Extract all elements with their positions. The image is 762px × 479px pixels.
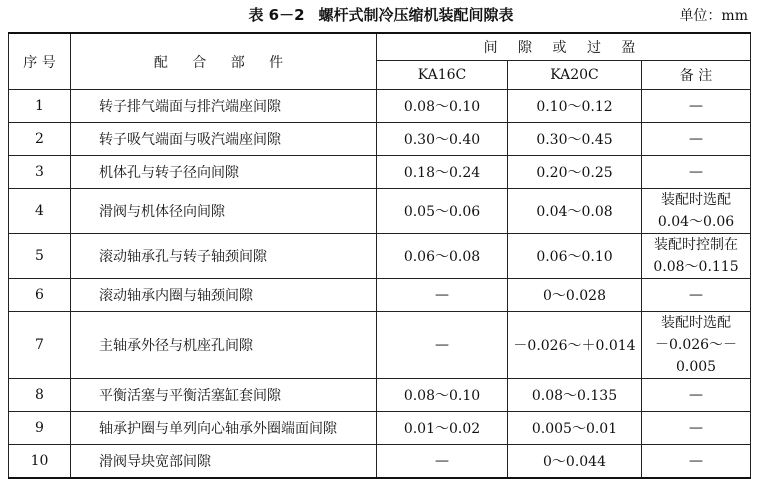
row-ka16c: — [377, 312, 508, 379]
row-number: 6 [9, 279, 71, 312]
row-remark [642, 279, 751, 312]
row-part: 转子吸气端面与吸汽端座间隙 [71, 123, 377, 156]
header-ka16c: KA16C [377, 61, 508, 90]
clearance-table [8, 32, 751, 479]
header-remark: 备 注 [642, 61, 751, 90]
table-row [9, 156, 751, 189]
table-row [9, 279, 751, 312]
remark-line: 装配时控制在 [654, 237, 739, 253]
remark-line: 装配时选配 [661, 192, 732, 208]
table-title [0, 4, 762, 25]
remark-line: — [689, 164, 704, 180]
row-part: 机体孔与转子径向间隙 [71, 156, 377, 189]
row-remark [642, 312, 751, 379]
row-part: 主轴承外径与机座孔间隙 [71, 312, 377, 379]
row-remark [642, 412, 751, 445]
row-ka20c: －0.026～＋0.014 [508, 312, 642, 379]
table-row [9, 412, 751, 445]
table-caption: 螺杆式制冷压缩机装配间隙表 [318, 6, 514, 24]
row-ka16c: 0.08～0.10 [377, 90, 508, 123]
table-row [9, 312, 751, 379]
table-row [9, 90, 751, 123]
row-ka16c: 0.01～0.02 [377, 412, 508, 445]
row-part: 平衡活塞与平衡活塞缸套间隙 [71, 379, 377, 412]
header-seq: 序 号 [9, 33, 71, 90]
row-ka20c: 0.005～0.01 [508, 412, 642, 445]
row-number: 10 [9, 445, 71, 479]
row-number: 4 [9, 189, 71, 234]
row-number: 8 [9, 379, 71, 412]
table-row [9, 189, 751, 234]
remark-line: －0.026～－0.005 [654, 337, 738, 375]
remark-line: — [689, 387, 704, 403]
row-remark [642, 379, 751, 412]
table-row [9, 123, 751, 156]
row-ka20c: 0.08～0.135 [508, 379, 642, 412]
remark-line: — [689, 453, 704, 469]
row-part: 转子排气端面与排汽端座间隙 [71, 90, 377, 123]
row-ka16c: 0.05～0.06 [377, 189, 508, 234]
row-ka20c: 0.30～0.45 [508, 123, 642, 156]
row-remark [642, 156, 751, 189]
remark-line: 装配时选配 [661, 315, 732, 331]
remark-line: — [689, 98, 704, 114]
row-remark [642, 90, 751, 123]
row-ka16c: — [377, 445, 508, 479]
table-body [9, 90, 751, 479]
table-row [9, 234, 751, 279]
table-row [9, 379, 751, 412]
row-number: 5 [9, 234, 71, 279]
row-remark [642, 189, 751, 234]
row-ka20c: 0.06～0.10 [508, 234, 642, 279]
row-number: 1 [9, 90, 71, 123]
row-ka16c: 0.18～0.24 [377, 156, 508, 189]
header-part: 配 合 部 件 [71, 33, 377, 90]
row-ka16c: 0.06～0.08 [377, 234, 508, 279]
row-remark [642, 123, 751, 156]
remark-line: — [689, 287, 704, 303]
remark-line: 0.04～0.06 [657, 214, 735, 230]
header-ka20c: KA20C [508, 61, 642, 90]
row-remark [642, 445, 751, 479]
row-ka16c: 0.08～0.10 [377, 379, 508, 412]
table-row [9, 445, 751, 479]
row-ka20c: 0.10～0.12 [508, 90, 642, 123]
row-number: 7 [9, 312, 71, 379]
row-number: 3 [9, 156, 71, 189]
unit-label: 单位：mm [679, 8, 748, 24]
row-number: 9 [9, 412, 71, 445]
remark-line: 0.08～0.115 [653, 259, 739, 275]
row-ka16c: — [377, 279, 508, 312]
remark-line: — [689, 131, 704, 147]
row-part: 轴承护圈与单列向心轴承外圈端面间隙 [71, 412, 377, 445]
header-group: 间 隙 或 过 盈 [377, 33, 751, 61]
row-part: 滑阀导块宽部间隙 [71, 445, 377, 479]
row-part: 滑阀与机体径向间隙 [71, 189, 377, 234]
row-part: 滚动轴承内圈与轴颈间隙 [71, 279, 377, 312]
row-ka16c: 0.30～0.40 [377, 123, 508, 156]
row-part: 滚动轴承孔与转子轴颈间隙 [71, 234, 377, 279]
row-ka20c: 0.04～0.08 [508, 189, 642, 234]
row-ka20c: 0～0.044 [508, 445, 642, 479]
table-number: 表 6－2 [248, 6, 305, 24]
row-ka20c: 0～0.028 [508, 279, 642, 312]
row-ka20c: 0.20～0.25 [508, 156, 642, 189]
row-remark [642, 234, 751, 279]
remark-line: — [689, 420, 704, 436]
row-number: 2 [9, 123, 71, 156]
